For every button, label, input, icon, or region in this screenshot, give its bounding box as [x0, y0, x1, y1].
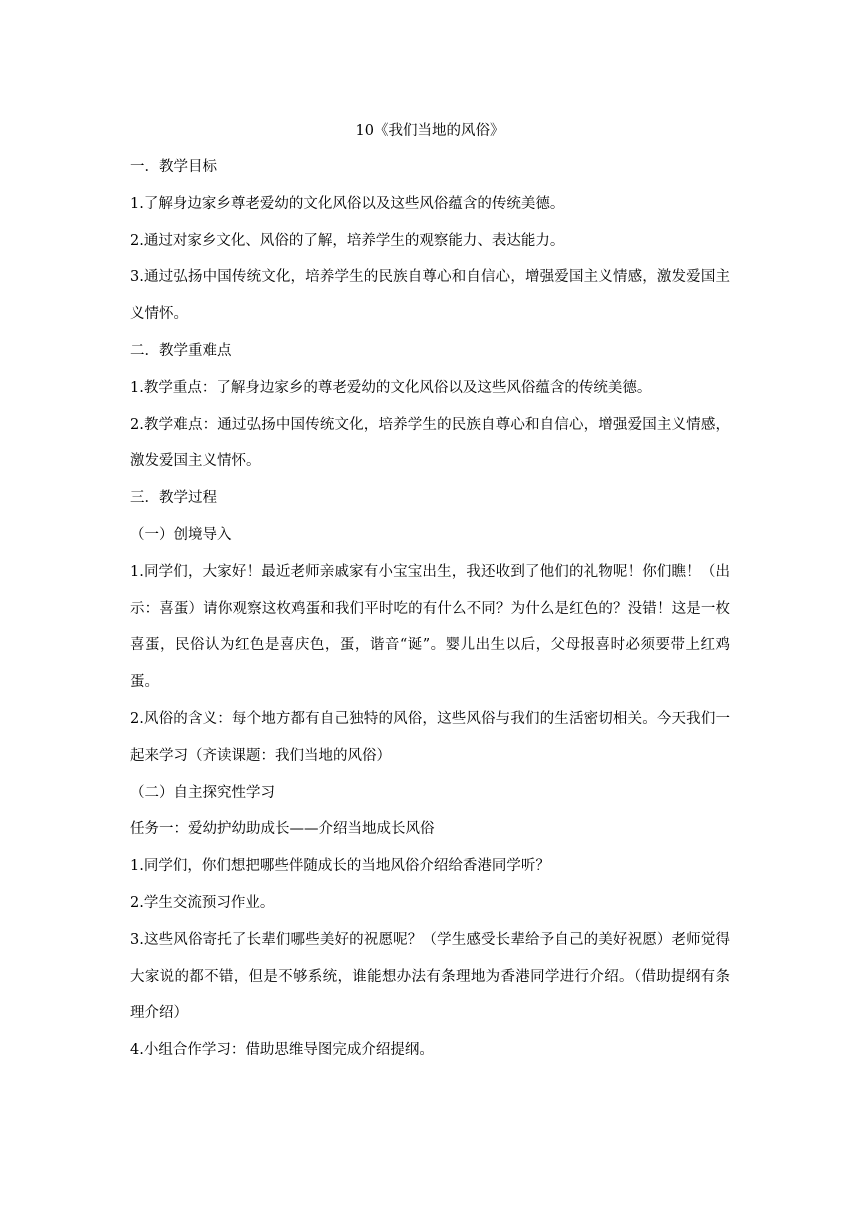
key-point-item: 1.教学重点：了解身边家乡的尊老爱幼的文化风俗以及这些风俗蕴含的传统美德。 [130, 379, 652, 396]
section-heading-objectives: 一．教学目标 [130, 159, 217, 175]
objective-item: 2.通过对家乡文化、风俗的了解，培养学生的观察能力、表达能力。 [130, 232, 565, 249]
process-paragraph: 2.风俗的含义：每个地方都有自己独特的风俗，这些风俗与我们的生活密切相关。今天我们一起来学习（齐读课题：我们当地的风俗） [130, 710, 730, 764]
subsection-heading: （二）自主探究性学习 [130, 784, 275, 801]
process-paragraph: 3.这些风俗寄托了长辈们哪些美好的祝愿呢？（学生感受长辈给予自己的美好祝愿）老师觉得大家说的都不错，但是不够系统，谁能想办法有条理地为香港同学进行介绍。（借助提纲有条理介绍） [130, 931, 730, 1022]
document-title: 10《我们当地的风俗》 [355, 123, 505, 139]
document-body [130, 113, 730, 1069]
objective-item: 3.通过弘扬中国传统文化，培养学生的民族自尊心和自信心，增强爱国主义情感，激发爱国主义情怀。 [130, 269, 730, 323]
task-heading: 任务一：爱幼护幼助成长——介绍当地成长风俗 [130, 821, 435, 838]
process-paragraph: 2.学生交流预习作业。 [130, 894, 275, 911]
section-heading-key-points: 二．教学重难点 [130, 342, 232, 359]
objective-item: 1.了解身边家乡尊老爱幼的文化风俗以及这些风俗蕴含的传统美德。 [130, 195, 565, 212]
process-paragraph: 1.同学们，大家好！最近老师亲戚家有小宝宝出生，我还收到了他们的礼物呢！你们瞧！（出示：喜蛋）请你观察这枚鸡蛋和我们平时吃的有什么不同？为什么是红色的？没错！这是一枚喜蛋，民俗认为红色是喜庆色，蛋，谐音“诞”。婴儿出生以后，父母报喜时必须要带上红鸡蛋。 [130, 563, 730, 691]
key-point-item: 2.教学难点：通过弘扬中国传统文化，培养学生的民族自尊心和自信心，增强爱国主义情感，激发爱国主义情怀。 [130, 416, 730, 470]
subsection-heading: （一）创境导入 [130, 526, 232, 543]
process-paragraph: 1.同学们，你们想把哪些伴随成长的当地风俗介绍给香港同学听？ [130, 858, 550, 875]
section-heading-process: 三．教学过程 [130, 490, 217, 507]
process-paragraph: 4.小组合作学习：借助思维导图完成介绍提纲。 [130, 1042, 434, 1059]
